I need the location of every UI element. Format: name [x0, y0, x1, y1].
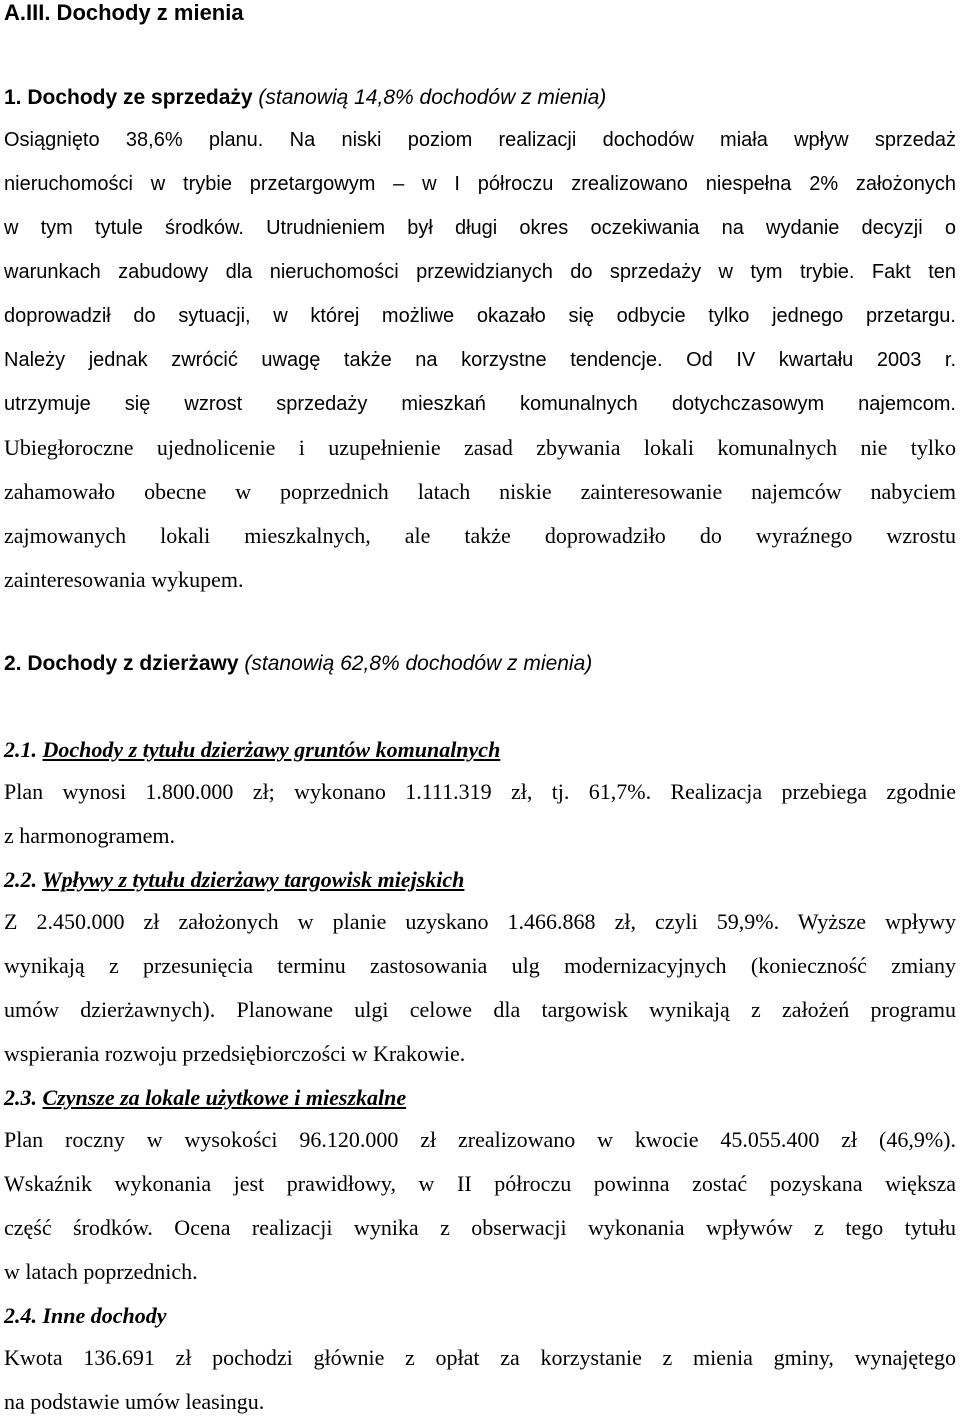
paragraph-line: w latach poprzednich. — [4, 1259, 198, 1284]
subsection-title: Czynsze za lokale użytkowe i mieszkalne — [42, 1085, 407, 1110]
subsection-2-4-paragraph — [4, 1340, 956, 1428]
subsection-number: 2.1. — [4, 737, 37, 762]
subsection-title: Inne dochody — [42, 1303, 167, 1328]
subsection-2-2-heading — [4, 866, 464, 894]
section-2-title: 2. Dochody z dzierżawy — [4, 652, 239, 675]
subsection-number: 2.2. — [4, 867, 37, 892]
subsection-2-1-heading — [4, 736, 500, 764]
subsection-2-4-heading — [4, 1302, 167, 1330]
subsection-2-1-paragraph — [4, 774, 956, 862]
paragraph-line: warunkach zabudowy dla nieruchomości przewidzianych do sprzedaży w tym trybie. Fakt ten — [4, 261, 956, 283]
paragraph-line: utrzymuje się wzrost sprzedaży mieszkań komunalnych dotychczasowym najemcom. — [4, 393, 956, 415]
paragraph-line: Plan roczny w wysokości 96.120.000 zł zrealizowano w kwocie 45.055.400 zł (46,9%). — [4, 1127, 956, 1152]
section-1-paragraph — [4, 122, 956, 606]
paragraph-line: Osiągnięto 38,6% planu. Na niski poziom realizacji dochodów miała wpływ sprzedaż — [4, 129, 956, 151]
paragraph-line: zajmowanych lokali mieszkalnych, ale także doprowadziło do wyraźnego wzrostu — [4, 523, 956, 548]
paragraph-line: z harmonogramem. — [4, 823, 176, 848]
subsection-2-3-heading — [4, 1084, 406, 1112]
subsection-2-2-paragraph — [4, 904, 956, 1080]
section-1-title: 1. Dochody ze sprzedaży — [4, 86, 253, 109]
paragraph-line: nieruchomości w trybie przetargowym – w I półroczu zrealizowano niespełna 2% założonych — [4, 173, 956, 195]
subsection-number: 2.3. — [4, 1085, 37, 1110]
paragraph-line: Plan wynosi 1.800.000 zł; wykonano 1.111.319 zł, tj. 61,7%. Realizacja przebiega zgodnie — [4, 779, 956, 804]
paragraph-line: wynikają z przesunięcia terminu zastosowania ulg modernizacyjnych (konieczność zmiany — [4, 953, 956, 978]
subsection-title: Dochody z tytułu dzierżawy gruntów komunalnych — [42, 737, 501, 762]
paragraph-line: w tym tytule środków. Utrudnieniem był długi okres oczekiwania na wydanie decyzji o — [4, 217, 956, 239]
paragraph-line: Kwota 136.691 zł pochodzi głównie z opłat za korzystanie z mienia gminy, wynajętego — [4, 1345, 956, 1370]
paragraph-line: doprowadził do sytuacji, w której możliwe okazało się odbycie tylko jednego przetargu. — [4, 305, 956, 327]
paragraph-line: część środków. Ocena realizacji wynika z obserwacji wykonania wpływów z tego tytułu — [4, 1215, 956, 1240]
subsection-title: Wpływy z tytułu dzierżawy targowisk miejskich — [42, 867, 465, 892]
paragraph-line: Ubiegłoroczne ujednolicenie i uzupełnienie zasad zbywania lokali komunalnych nie tylko — [4, 435, 956, 460]
section-1-heading — [4, 84, 606, 112]
section-1-subtitle: (stanowią 14,8% dochodów z mienia) — [258, 86, 607, 109]
subsection-number: 2.4. — [4, 1303, 37, 1328]
paragraph-line: Wskaźnik wykonania jest prawidłowy, w II półroczu powinna zostać pozyskana większa — [4, 1171, 956, 1196]
paragraph-line: umów dzierżawnych). Planowane ulgi celowe dla targowisk wynikają z założeń programu — [4, 997, 956, 1022]
paragraph-line: zahamowało obecne w poprzednich latach niskie zainteresowanie najemców nabyciem — [4, 479, 956, 504]
subsection-2-3-paragraph — [4, 1122, 956, 1298]
paragraph-line: na podstawie umów leasingu. — [4, 1389, 265, 1414]
paragraph-line: Należy jednak zwrócić uwagę także na korzystne tendencje. Od IV kwartału 2003 r. — [4, 349, 956, 371]
section-2-subtitle: (stanowią 62,8% dochodów z mienia) — [244, 652, 593, 675]
paragraph-line: Z 2.450.000 zł założonych w planie uzyskano 1.466.868 zł, czyli 59,9%. Wyższe wpływy — [4, 909, 956, 934]
section-2-heading — [4, 650, 592, 678]
section-heading: A.III. Dochody z mienia — [4, 0, 244, 25]
paragraph-line: wspierania rozwoju przedsiębiorczości w Krakowie. — [4, 1041, 466, 1066]
paragraph-line: zainteresowania wykupem. — [4, 567, 244, 592]
